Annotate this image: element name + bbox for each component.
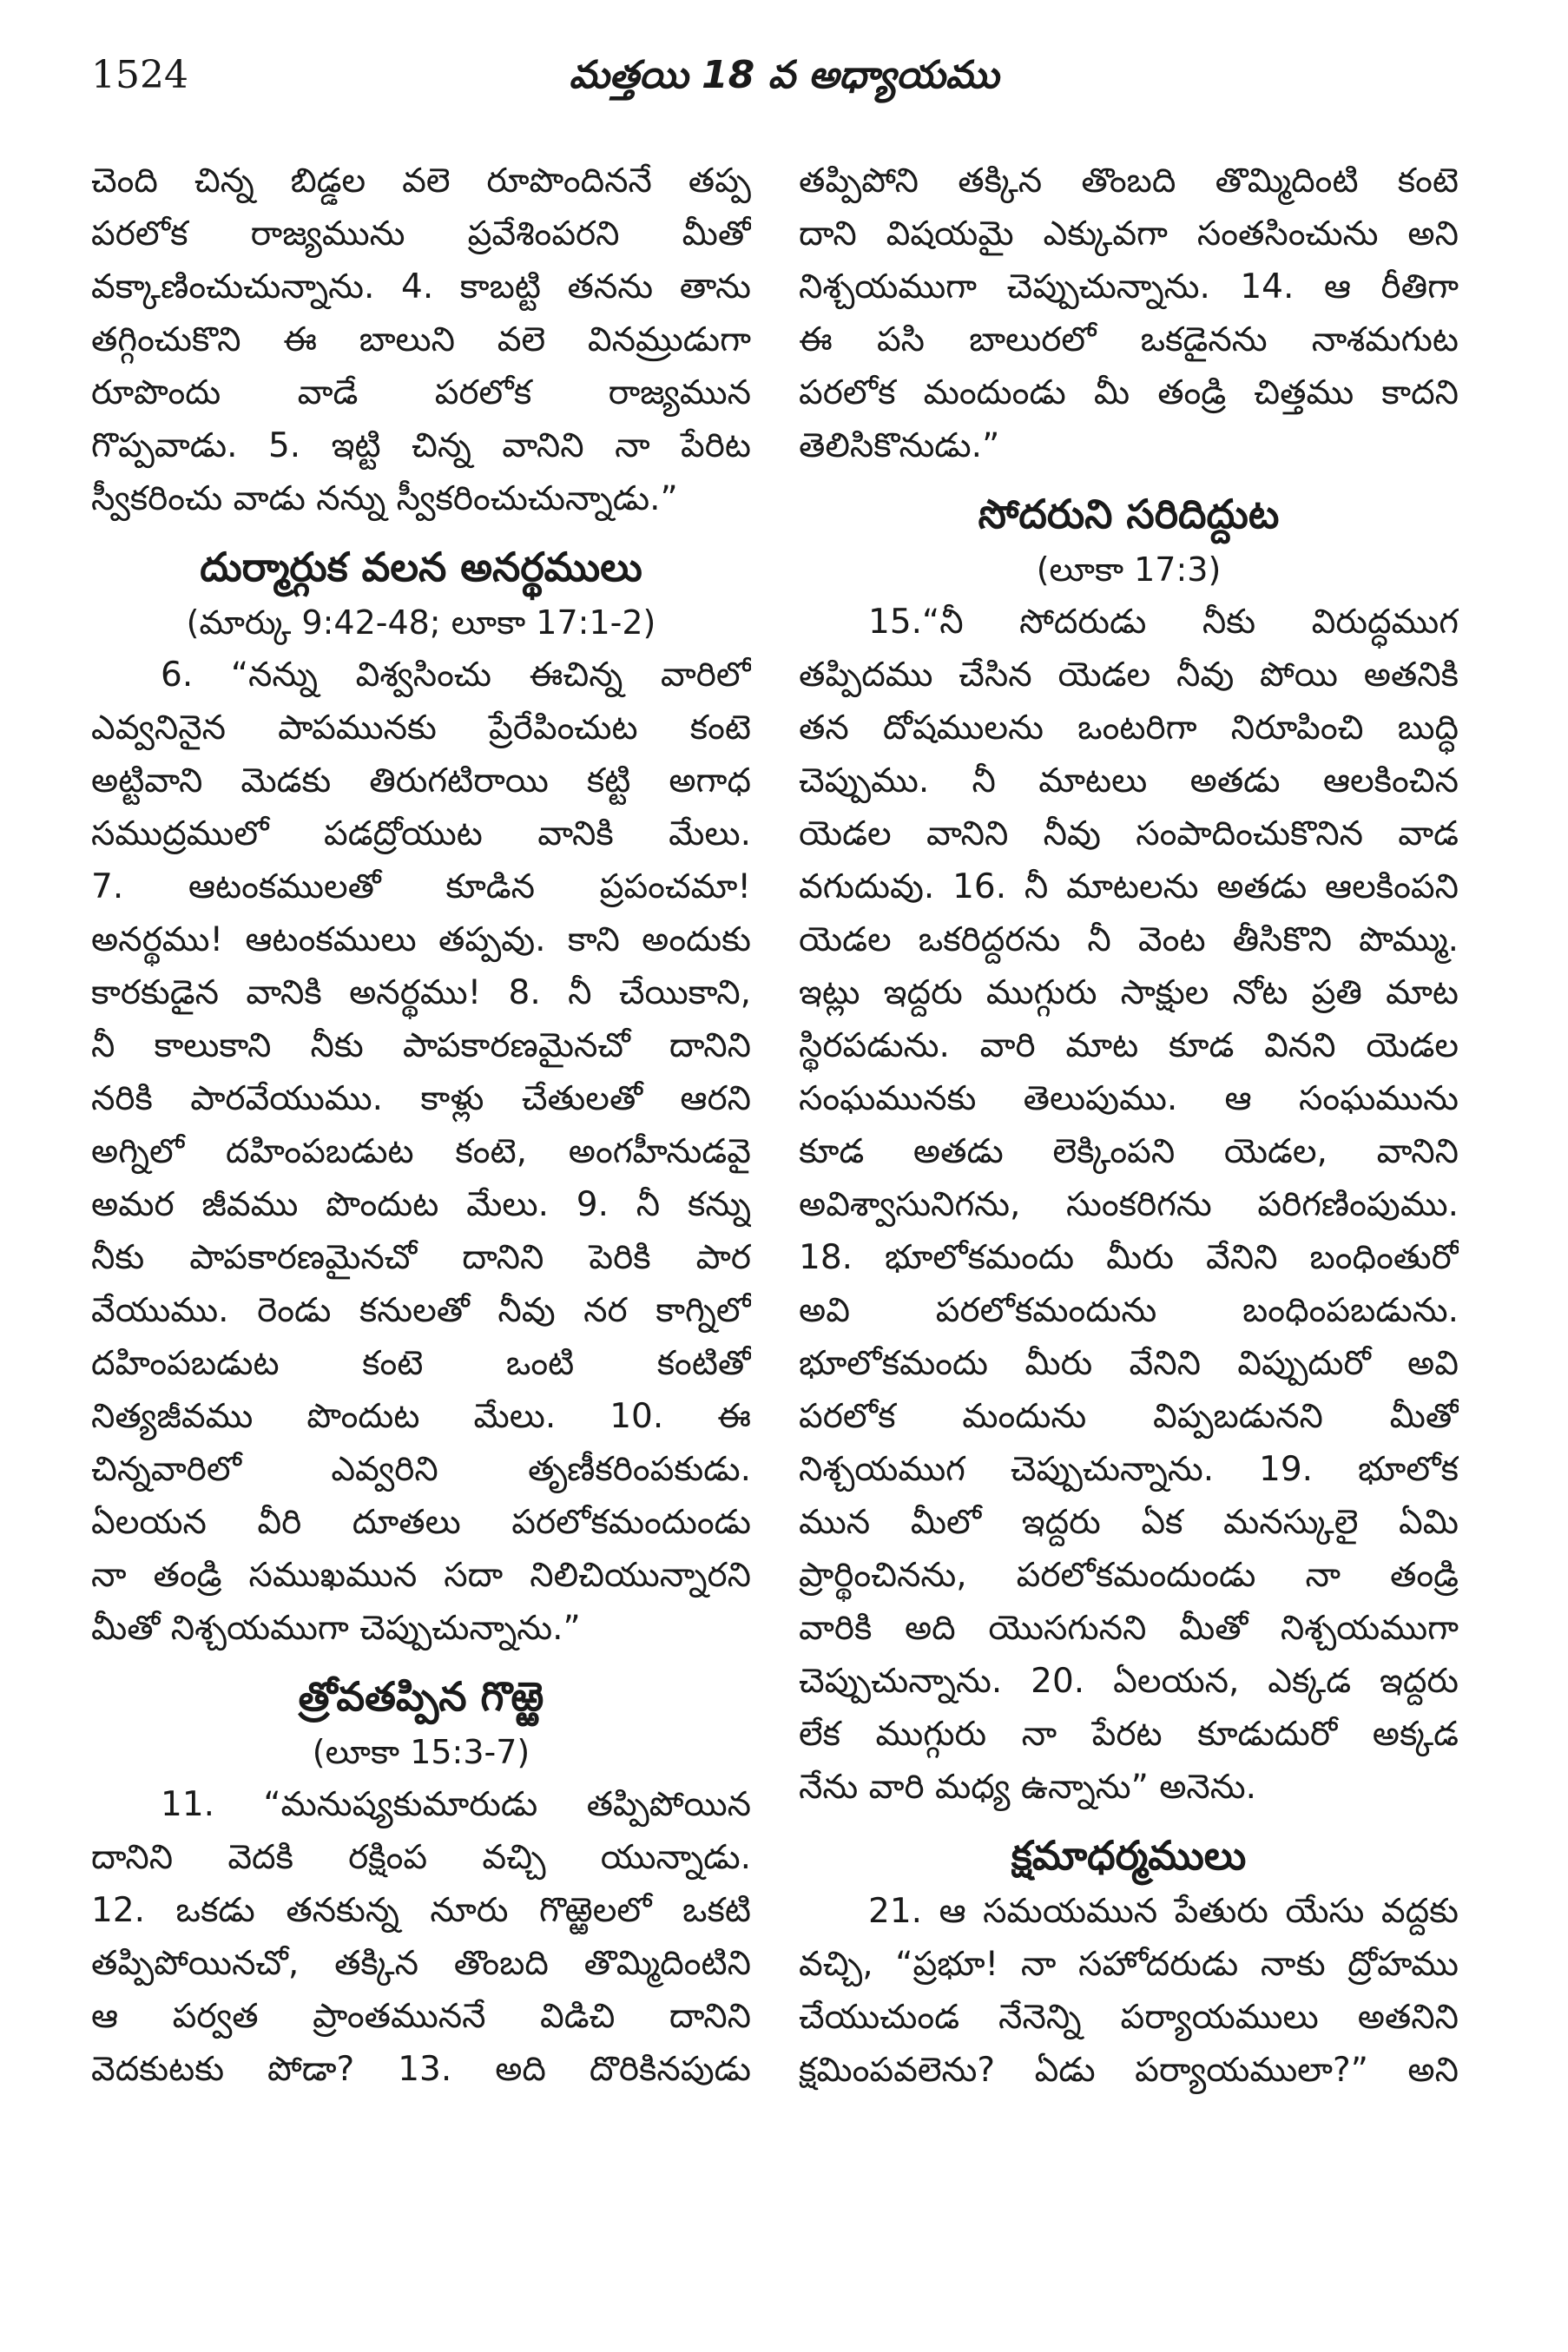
text-line: తన దోషములను ఒంటరిగా నిరూపించి బుద్ధి (799, 708, 1459, 748)
text-line: వెదకుటకు పోడా? 13. అది దొరికినపుడు (91, 2050, 751, 2089)
text-line: నిశ్చయముగా చెప్పుచున్నాను. 14. ఆ రీతిగా (799, 267, 1459, 306)
text-line: 21. ఆ సమయమున పేతురు యేసు వద్దకు (868, 1892, 1459, 1931)
text-line: పరలోక మందుండు మీ తండ్రి చిత్తము కాదని (799, 373, 1459, 412)
text-line: దానిని వెదకి రక్షింప వచ్చి యున్నాడు. (91, 1838, 751, 1877)
text-line: మీతో నిశ్చయముగా చెప్పుచున్నాను.” (91, 1609, 581, 1648)
text-line: దహింపబడుట కంటె ఒంటి కంటితో (91, 1344, 751, 1383)
text-line: వచ్చి, “ప్రభూ! నా సహోదరుడు నాకు ద్రోహము (799, 1945, 1459, 1984)
text-line: తగ్గించుకొని ఈ బాలుని వలె వినమ్రుడుగా (91, 320, 751, 359)
text-line: వక్కాణించుచున్నాను. 4. కాబట్టి తనను తాను (91, 267, 751, 306)
text-line: 6. “నన్ను విశ్వసించు ఈచిన్న వారిలో (161, 656, 751, 695)
section-heading: సోదరుని సరిదిద్దుట (978, 491, 1280, 537)
cross-reference: (లూకా 15:3-7) (312, 1733, 530, 1771)
section-heading: క్షమాధర్మములు (1011, 1832, 1247, 1879)
running-title: మత్తయి 18 వ అధ్యాయము (569, 53, 999, 97)
text-line: వగుదువు. 16. నీ మాటలను అతడు ఆలకింపని (799, 867, 1459, 906)
text-line: 15.“నీ సోదరుడు నీకు విరుద్ధముగ (868, 603, 1459, 642)
text-line: అట్టివాని మెడకు తిరుగటిరాయి కట్టి అగాధ (91, 761, 751, 800)
text-line: అనర్థము! ఆటంకములు తప్పవు. కాని అందుకు (91, 920, 751, 959)
paragraph (799, 1885, 1459, 2097)
text-line: సంఘమునకు తెలుపుము. ఆ సంఘమును (799, 1079, 1459, 1118)
section-heading: త్రోవతప్పిన గొఱ్ఱె (298, 1673, 544, 1720)
cross-reference: (లూకా 17:3) (1036, 550, 1222, 589)
text-line: గొప్పవాడు. 5. ఇట్టి చిన్న వానిని నా పేరిట (91, 426, 751, 465)
text-line: చెప్పుము. నీ మాటలు అతడు ఆలకించిన (799, 761, 1459, 800)
text-line: భూలోకమందు మీరు వేనిని విప్పుదురో అవి (799, 1344, 1459, 1383)
text-line: కారకుడైన వానికి అనర్థము! 8. నీ చేయికాని, (91, 973, 751, 1012)
text-line: లేక ముగ్గురు నా పేరట కూడుదురో అక్కడ (799, 1715, 1459, 1754)
text-line: యెడల ఒకరిద్దరను నీ వెంట తీసికొని పొమ్ము. (799, 920, 1459, 959)
text-line: మున మీలో ఇద్దరు ఏక మనస్కులై ఏమి (799, 1503, 1459, 1542)
right-column (799, 155, 1459, 2097)
text-line: తప్పిపోని తక్కిన తొంబది తొమ్మిదింటి కంటె (799, 161, 1459, 201)
text-line: ఈ పసి బాలురలో ఒకడైనను నాశమగుట (799, 320, 1459, 359)
text-line: ఎవ్వనినైన పాపమునకు ప్రేరేపించుట కంటె (91, 708, 751, 748)
text-line: నీకు పాపకారణమైనచో దానిని పెరికి పార (91, 1238, 751, 1277)
text-line: 7. ఆటంకములతో కూడిన ప్రపంచమా! (91, 867, 751, 906)
left-column (91, 155, 751, 2096)
paragraph (91, 1778, 751, 2096)
text-line: రూపొందు వాడే పరలోక రాజ్యమున (91, 373, 751, 412)
text-line: చెంది చిన్న బిడ్డల వలె రూపొందిననే తప్ప (91, 161, 751, 201)
text-line: చేయుచుండ నేనెన్ని పర్యాయములు అతనిని (799, 1998, 1459, 2037)
text-line: పరలోక రాజ్యమును ప్రవేశింపరని మీతో (91, 214, 751, 254)
text-line: కూడ అతడు లెక్కింపని యెడల, వానిని (799, 1132, 1459, 1171)
text-line: 12. ఒకడు తనకున్న నూరు గొఱ్ఱెలలో ఒకటి (91, 1891, 751, 1930)
text-line: వారికి అది యొసగునని మీతో నిశ్చయముగా (799, 1609, 1459, 1648)
text-line: ఏలయన వీరి దూతలు పరలోకమందుండు (91, 1503, 751, 1542)
text-line: 18. భూలోకమందు మీరు వేనిని బంధింతురో (799, 1238, 1459, 1277)
text-line: నా తండ్రి సముఖమున సదా నిలిచియున్నారని (91, 1556, 751, 1595)
text-line: అమర జీవము పొందుట మేలు. 9. నీ కన్ను (91, 1185, 751, 1224)
paragraph (799, 596, 1459, 1814)
text-line: నిత్యజీవము పొందుట మేలు. 10. ఈ (91, 1397, 751, 1436)
text-line: స్థిరపడును. వారి మాట కూడ వినని యెడల (799, 1026, 1459, 1065)
paragraph (91, 155, 751, 525)
text-line: ఆ పర్వత ప్రాంతముననే విడిచి దానిని (91, 1997, 751, 2036)
text-line: యెడల వానిని నీవు సంపాదించుకొనిన వాడ (799, 814, 1459, 853)
text-line: నీ కాలుకాని నీకు పాపకారణమైనచో దానిని (91, 1026, 751, 1065)
section-heading: దుర్మార్గుక వలన అనర్థములు (200, 544, 642, 590)
text-line: వేయుము. రెండు కనులతో నీవు నర కాగ్నిలో (91, 1291, 751, 1330)
text-line: 11. “మనుష్యకుమారుడు తప్పిపోయిన (161, 1785, 751, 1824)
text-line: అవిశ్వాసునిగను, సుంకరిగను పరిగణింపుము. (799, 1185, 1459, 1224)
text-line: నరికి పారవేయుము. కాళ్లు చేతులతో ఆరని (91, 1079, 751, 1118)
text-line: తెలిసికొనుడు.” (799, 426, 1000, 465)
text-line: నేను వారి మధ్య ఉన్నాను” అనెను. (799, 1768, 1257, 1807)
text-line: చెప్పుచున్నాను. 20. ఏలయన, ఎక్కడ ఇద్దరు (799, 1662, 1459, 1701)
text-line: సముద్రములో పడద్రోయుట వానికి మేలు. (91, 814, 751, 853)
text-line: ఇట్లు ఇద్దరు ముగ్గురు సాక్షుల నోట ప్రతి మాట (799, 973, 1459, 1012)
text-line: నిశ్చయముగ చెప్పుచున్నాను. 19. భూలోక (799, 1450, 1459, 1489)
text-line: ప్రార్థించినను, పరలోకమందుండు నా తండ్రి (799, 1556, 1459, 1595)
paragraph (91, 649, 751, 1655)
text-line: స్వీకరించు వాడు నన్ను స్వీకరించుచున్నాడు.” (91, 479, 678, 518)
text-line: అగ్నిలో దహింపబడుట కంటె, అంగహీనుడవై (91, 1132, 751, 1171)
paragraph (799, 155, 1459, 472)
text-line: తప్పిపోయినచో, తక్కిన తొంబది తొమ్మిదింటిని (91, 1944, 751, 1983)
text-line: చిన్నవారిలో ఎవ్వరిని తృణీకరింపకుడు. (91, 1450, 751, 1489)
text-line: క్షమింపవలెను? ఏడు పర్యాయములా?” అని (799, 2051, 1459, 2090)
text-line: పరలోక మందును విప్పబడునని మీతో (799, 1397, 1459, 1436)
text-line: అవి పరలోకమందును బంధింపబడును. (799, 1291, 1459, 1330)
text-line: దాని విషయమై ఎక్కువగా సంతసించును అని (799, 214, 1459, 254)
page-number: 1524 (91, 53, 188, 97)
text-line: తప్పిదము చేసిన యెడల నీవు పోయి అతనికి (799, 656, 1459, 695)
cross-reference: (మార్కు 9:42-48; లూకా 17:1-2) (186, 603, 656, 642)
page-header (91, 45, 1477, 106)
